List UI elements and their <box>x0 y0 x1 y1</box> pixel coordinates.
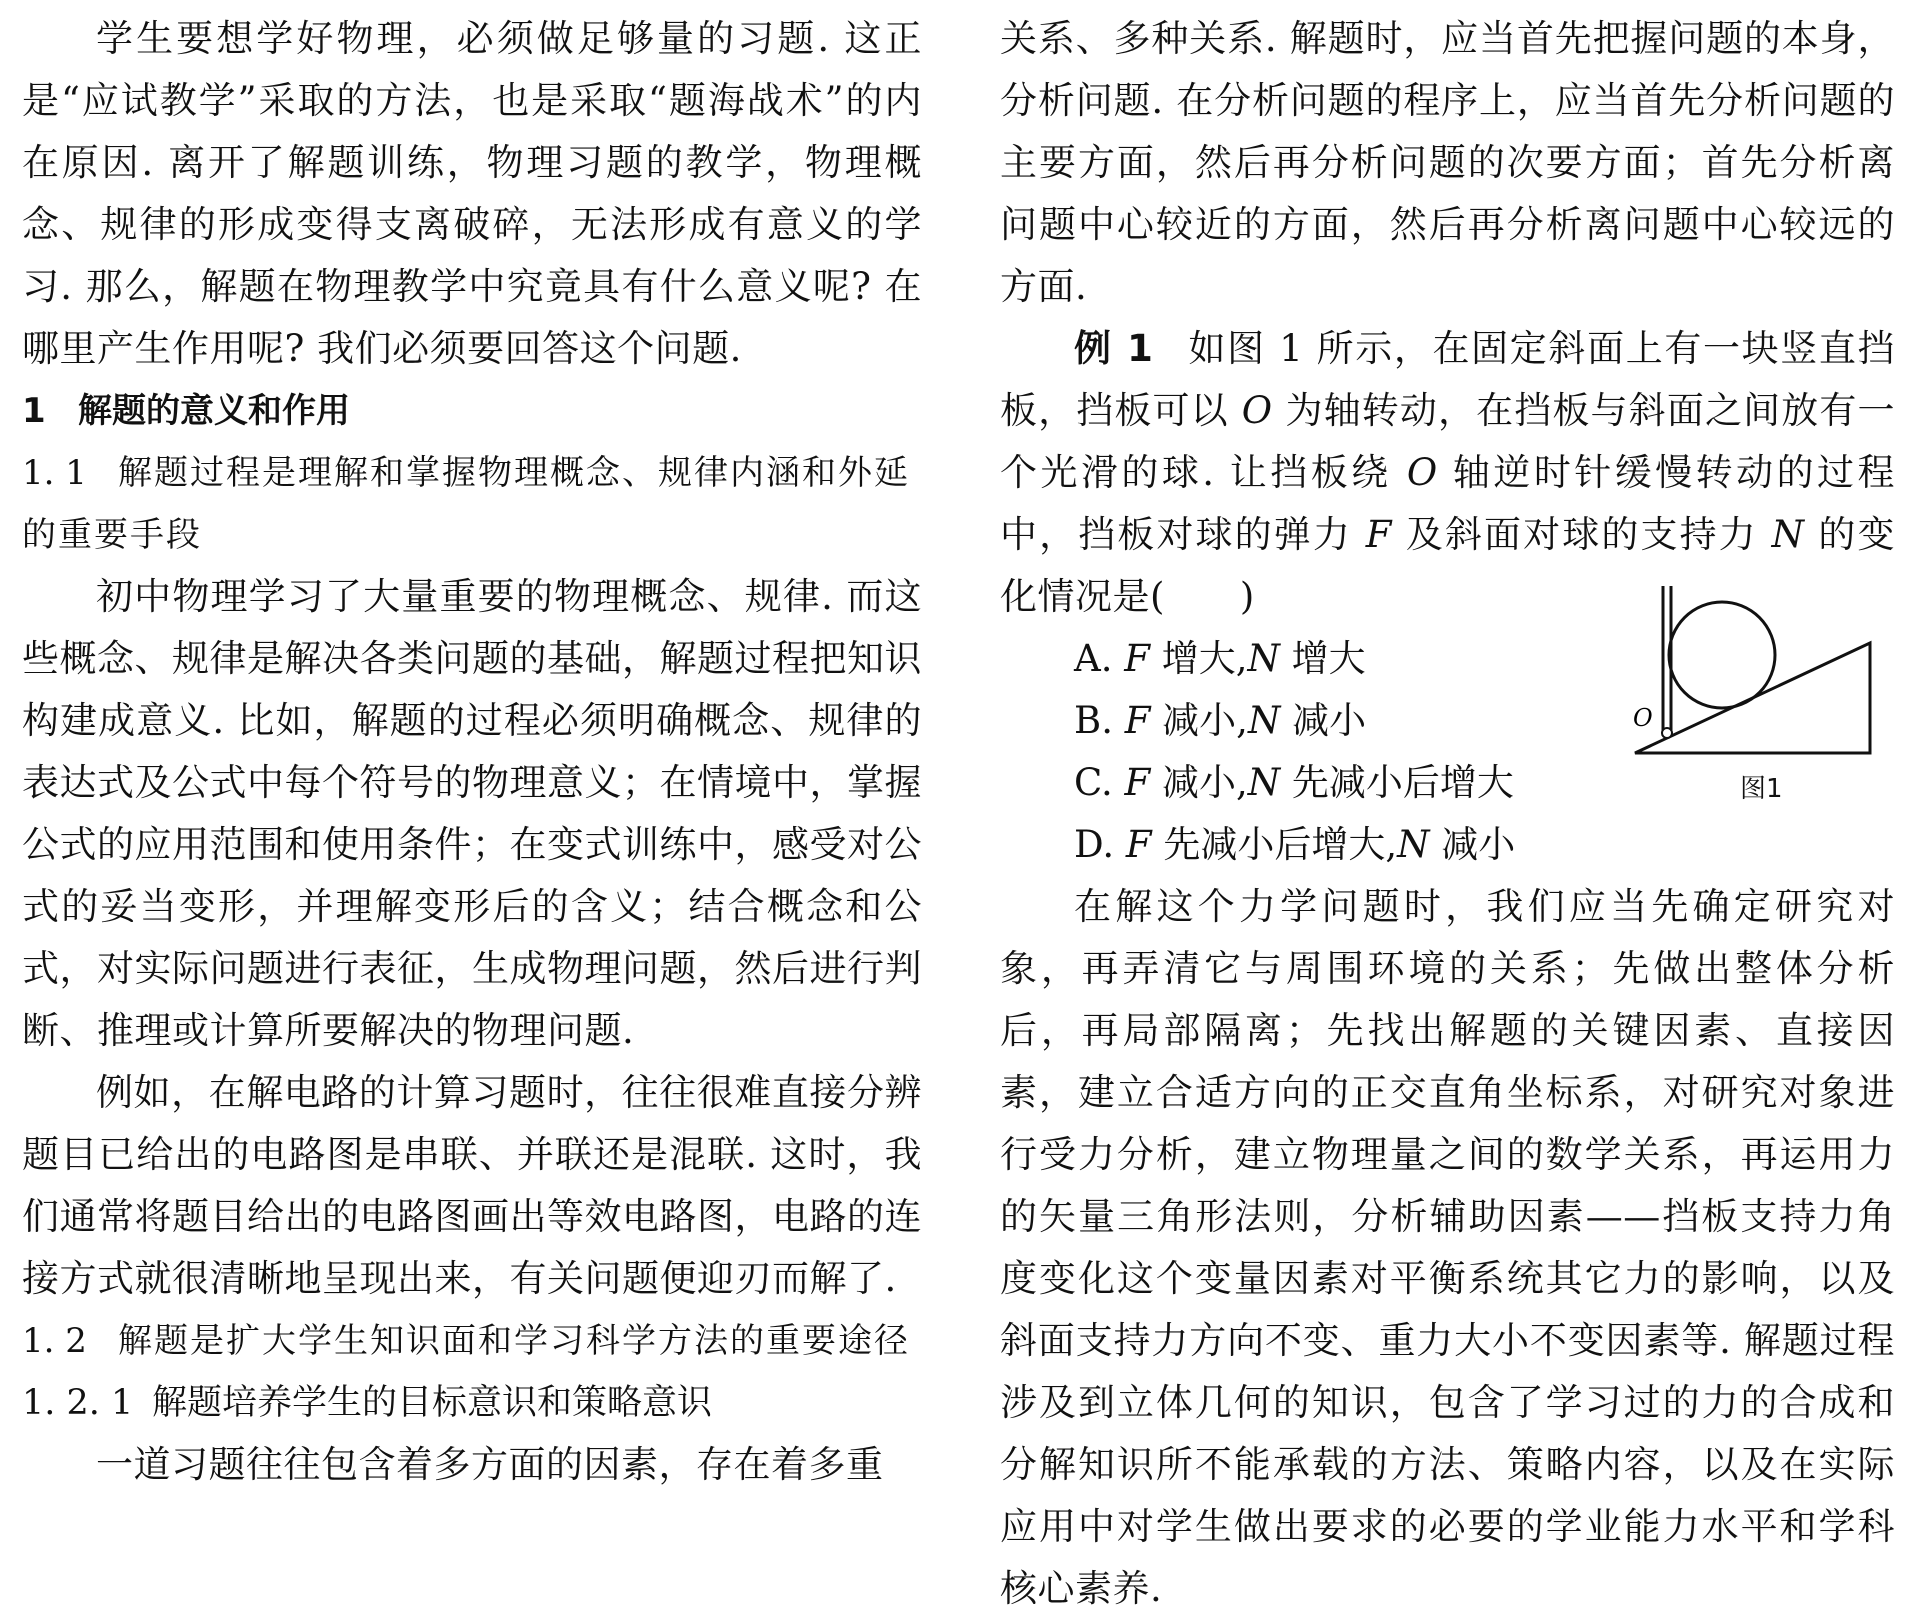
intro-paragraph: 学生要想学好物理，必须做足够量的习题. 这正是“应试教学”采取的方法，也是采取“题海战术”的内在原因. 离开了解题训练，物理习题的教学，物理概念、规律的形成变得支离破碎，无法形成有意义的学习. 那么，解题在物理教学中究竟具有什么意义呢? 在哪里产生作用呢? 我们必须要回答这个问题. <box>22 17 922 370</box>
right-column <box>1000 8 1895 1620</box>
section-1-1-heading <box>22 442 922 566</box>
multi-factor-paragraph: 一道习题往往包含着多方面的因素，存在着多重 <box>96 1443 884 1486</box>
concepts-paragraph: 初中物理学习了大量重要的物理概念、规律. 而这些概念、规律是解决各类问题的基础，解题过程把知识构建成意义. 比如，解题的过程必须明确概念、规律的表达式及公式中每个符号的物理意义；在情境中，掌握公式的应用范围和使用条件；在变式训练中，感受对公式的妥当变形，并理解变形后的含义；结合概念和公式，对实际问题进行表征，生成物理问题，然后进行判断、推理或计算所要解决的物理问题. <box>22 575 922 1052</box>
pivot-label: O <box>1633 704 1653 732</box>
example-label: 例 1 <box>1074 327 1154 370</box>
option-c: C. F 减小,N 先减小后增大 <box>1074 761 1514 804</box>
smooth-ball <box>1669 602 1775 708</box>
option-a: A. F 增大,N 增大 <box>1074 637 1366 680</box>
variable-O: O <box>1406 451 1438 494</box>
circuit-example-paragraph: 例如，在解电路的计算习题时，往往很难直接分辨题目已给出的电路图是串联、并联还是混联. 这时，我们通常将题目给出的电路图画出等效电路图，电路的连接方式就很清晰地呈现出来，有关问题便迎刃而解了. <box>22 1071 922 1300</box>
section-title: 解题过程是理解和掌握物理概念、规律内涵和外延的重要手段 <box>22 453 910 555</box>
section-number: 1. 2. 1 <box>22 1383 134 1423</box>
section-title: 解题培养学生的目标意识和策略意识 <box>152 1383 713 1423</box>
section-1-2-heading <box>22 1310 922 1372</box>
section-number: 1. 2 <box>22 1321 87 1361</box>
section-title: 解题是扩大学生知识面和学习科学方法的重要途径 <box>118 1321 910 1361</box>
section-1-2-1-heading <box>22 1372 922 1434</box>
option-b: B. F 减小,N 减小 <box>1074 699 1367 742</box>
variable-N: N <box>1771 513 1805 556</box>
variable-O: O <box>1241 389 1273 432</box>
option-d: D. F 先减小后增大,N 减小 <box>1074 823 1516 866</box>
section-title: 解题的意义和作用 <box>78 391 350 431</box>
left-column <box>22 8 922 1496</box>
section-number: 1 <box>22 391 46 431</box>
section-1-heading <box>22 380 922 442</box>
solution-discussion-paragraph: 在解这个力学问题时，我们应当先确定研究对象，再弄清它与周围环境的关系；先做出整体分析后，再局部隔离；先找出解题的关键因素、直接因素，建立合适方向的正交直角坐标系，对研究对象进行受力分析，建立物理量之间的数学关系，再运用力的矢量三角形法则，分析辅助因素——挡板支持力角度变化这个变量因素对平衡系统其它力的影响，以及斜面支持力方向不变、重力大小不变因素等. 解题过程涉及到立体几何的知识，包含了学习过的力的合成和分解知识所不能承载的方法、策略内容，以及在实际应用中对学生做出要求的必要的学业能力水平和学科核心素养. <box>1000 885 1895 1610</box>
figure-1 <box>1615 568 1895 808</box>
section-number: 1. 1 <box>22 453 87 493</box>
analysis-paragraph: 关系、多种关系. 解题时，应当首先把握问题的本身，分析问题. 在分析问题的程序上，应当首先分析问题的主要方面，然后再分析问题的次要方面；首先分析离问题中心较近的方面，然后再分析离问题中心较远的方面. <box>1000 17 1895 308</box>
incline-ball-diagram <box>1615 568 1895 768</box>
answer-options <box>1000 628 1895 876</box>
figure-caption: 图1 <box>1740 774 1783 804</box>
example-1-paragraph: 例 1 如图 1 所示，在固定斜面上有一块竖直挡板，挡板可以 O 为轴转动，在挡板与斜面之间放有一个光滑的球. 让挡板绕 O 轴逆时针缓慢转动的过程中，挡板对球的弹力 F 及斜面对球的支持力 N 的变化情况是( ) <box>1000 327 1895 618</box>
pivot-point <box>1662 728 1672 738</box>
variable-F: F <box>1365 513 1392 556</box>
